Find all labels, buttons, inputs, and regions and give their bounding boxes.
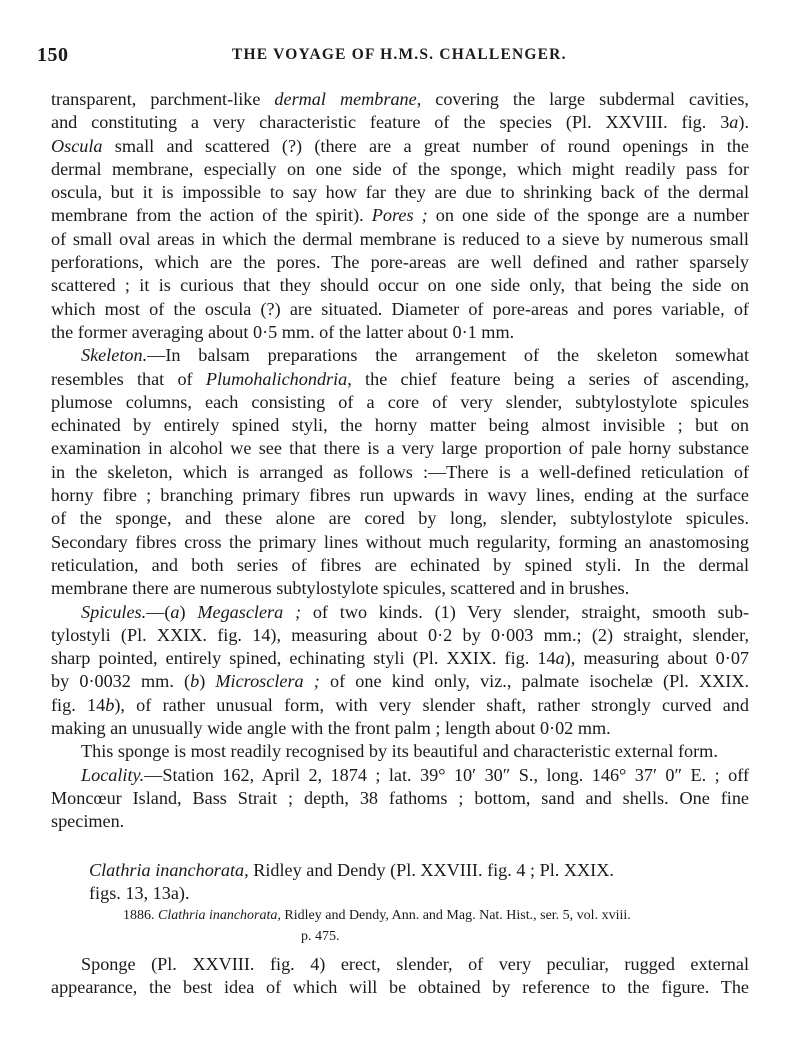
- text-line: specimen.: [51, 811, 125, 832]
- text-line: Secondary fibres cross the primary lines without much regularity, forming an anastomosing: [51, 531, 749, 552]
- text-line: perforations, which are the pores. The pore-areas are well defined and rather sparsely: [51, 252, 749, 273]
- text-line: sharp pointed, entirely spined, echinating styli (Pl. XXIX. fig. 14a), measuring about 0·07: [51, 648, 750, 669]
- text-line: reticulation, and both series of fibres are echinated by spined styli. In the dermal: [51, 554, 749, 575]
- text-line: dermal membrane, especially on one side of the sponge, which might readily pass for: [51, 158, 749, 179]
- text-line: Skeleton.—In balsam preparations the arrangement of the skeleton somewhat: [81, 345, 749, 366]
- text-line: examination in alcohol we see that there is a very large proportion of pale horny substance: [51, 438, 749, 459]
- text-line: membrane there are numerous subtylostylote spicules, scattered and in brushes.: [51, 578, 630, 599]
- text-line: membrane from the action of the spirit). Pores ; on one side of the sponge are a number: [51, 205, 749, 226]
- text-line: appearance, the best idea of which will be obtained by reference to the figure. The: [51, 977, 749, 998]
- text-line: Spicules.—(a) Megasclera ; of two kinds. (1) Very slender, straight, smooth sub-: [81, 601, 749, 622]
- page-number: 150: [37, 44, 69, 66]
- text-line: tylostyli (Pl. XXIX. fig. 14), measuring about 0·2 by 0·003 mm.; (2) straight, slender,: [51, 624, 749, 645]
- running-title: THE VOYAGE OF H.M.S. CHALLENGER.: [232, 46, 567, 63]
- text-line: Oscula small and scattered (?) (there are a great number of round openings in the: [51, 135, 749, 156]
- text-line: making an unusually wide angle with the front palm ; length about 0·02 mm.: [51, 718, 611, 739]
- text-line: the former averaging about 0·5 mm. of the latter about 0·1 mm.: [51, 321, 515, 342]
- text-line: Sponge (Pl. XXVIII. fig. 4) erect, slender, of very peculiar, rugged external: [81, 954, 749, 975]
- reference-citation: 1886. Clathria inanchorata, Ridley and Dendy, Ann. and Mag. Nat. Hist., ser. 5, vol. xviii.: [123, 908, 631, 924]
- text-line: plumose columns, each consisting of a core of very slender, subtylostylote spicules: [51, 391, 749, 412]
- text-line: by 0·0032 mm. (b) Microsclera ; of one kind only, viz., palmate isochelæ (Pl. XXIX.: [51, 671, 749, 692]
- text-line: This sponge is most readily recognised by its beautiful and characteristic external form.: [81, 741, 718, 762]
- text-line: transparent, parchment-like dermal membrane, covering the large subdermal cavities,: [51, 89, 749, 109]
- text-line: and constituting a very characteristic feature of the species (Pl. XXVIII. fig. 3a).: [51, 112, 749, 133]
- text-line: of small oval areas in which the dermal membrane is reduced to a sieve by numerous small: [51, 228, 749, 249]
- text-line: horny fibre ; branching primary fibres run upwards in wavy lines, ending at the surface: [51, 485, 749, 506]
- text-line: which most of the oscula (?) are situated. Diameter of pore-areas and pores variable, of: [51, 298, 749, 319]
- text-line: oscula, but it is impossible to say how far they are due to shrinking back of the dermal: [51, 182, 749, 203]
- text-line: fig. 14b), of rather unusual form, with very slender shaft, rather strongly curved and: [51, 694, 749, 715]
- text-line: echinated by entirely spined styli, the horny matter being almost invisible ; but on: [51, 415, 749, 436]
- reference-page: p. 475.: [301, 929, 340, 945]
- text-line: Locality.—Station 162, April 2, 1874 ; lat. 39° 10′ 30″ S., long. 146° 37′ 0″ E. ; off: [81, 764, 749, 785]
- text-line: in the skeleton, which is arranged as follows :—There is a well-defined reticulation of: [51, 461, 749, 482]
- body-text: [51, 88, 749, 1000]
- species-heading: Clathria inanchorata, Ridley and Dendy (Pl. XXVIII. fig. 4 ; Pl. XXIX.: [89, 859, 614, 880]
- text-line: scattered ; it is curious that they should occur on one side only, that being the side on: [51, 275, 749, 296]
- text-line: Moncœur Island, Bass Strait ; depth, 38 fathoms ; bottom, sand and shells. One fine: [51, 787, 749, 808]
- text-line: of the sponge, and these alone are cored by long, slender, subtylostylote spicules.: [51, 508, 749, 529]
- page-header: [37, 44, 749, 68]
- species-heading-line-2: figs. 13, 13a).: [89, 882, 190, 903]
- text-line: resembles that of Plumohalichondria, the chief feature being a series of ascending,: [51, 368, 749, 389]
